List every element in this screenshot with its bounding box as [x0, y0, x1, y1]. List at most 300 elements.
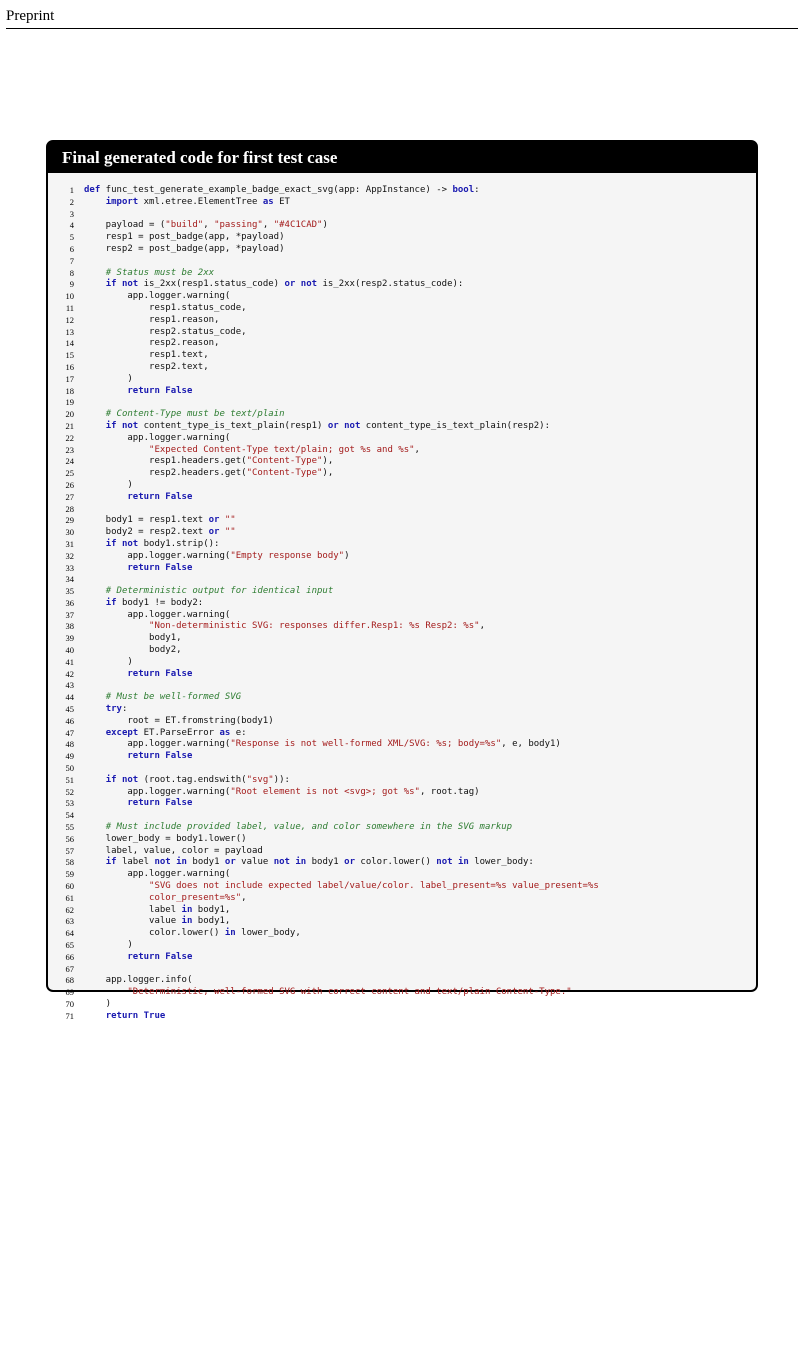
- code-line: [48, 209, 756, 221]
- code-text: [84, 704, 127, 716]
- code-text: [84, 338, 219, 350]
- code-token: [84, 539, 106, 549]
- code-line: [48, 433, 756, 445]
- code-token: [84, 822, 106, 832]
- code-text: [84, 291, 230, 303]
- code-token: ): [84, 998, 112, 1009]
- line-number: 19: [65, 397, 74, 408]
- code-text: [84, 952, 192, 964]
- code-line: [48, 256, 756, 268]
- code-text: [84, 610, 230, 622]
- code-token: lower_body,: [235, 928, 301, 939]
- code-text: [84, 433, 230, 445]
- code-string: "build": [165, 220, 204, 231]
- header-rule: [6, 28, 798, 29]
- code-line: [48, 905, 756, 917]
- code-line: [48, 279, 756, 291]
- code-keyword: return False: [127, 491, 193, 502]
- code-line: [48, 504, 756, 516]
- code-line: [48, 728, 756, 740]
- code-string: "Deterministic, well-formed SVG with correct content and text/plain Content-Type.": [127, 987, 572, 998]
- running-header: Preprint: [6, 8, 55, 24]
- code-text: [84, 905, 230, 917]
- line-number: 64: [65, 928, 74, 939]
- code-text: [84, 739, 561, 751]
- code-string: "Response is not well-formed XML/SVG: %s; body=%s": [230, 739, 502, 750]
- code-keyword: if not: [105, 774, 139, 785]
- code-keyword: return False: [127, 385, 193, 396]
- code-token: body1,: [192, 904, 231, 915]
- code-text: [84, 303, 247, 315]
- code-text: [84, 527, 236, 539]
- code-string: "Root element is not <svg>; got %s": [230, 786, 420, 797]
- code-line: [48, 787, 756, 799]
- code-token: ET.ParseError: [138, 727, 220, 738]
- code-text: [84, 692, 241, 704]
- line-number: 41: [65, 656, 74, 667]
- code-text: [84, 197, 290, 209]
- code-keyword: bool: [452, 185, 475, 195]
- code-line: [48, 421, 756, 433]
- code-text: [84, 657, 133, 669]
- code-text: [84, 327, 247, 339]
- code-token: resp1 = post_badge(app, *payload): [84, 232, 285, 243]
- code-text: [84, 893, 247, 905]
- line-number: 24: [65, 456, 74, 467]
- code-line: [48, 244, 756, 256]
- code-token: [84, 857, 106, 867]
- code-token: [84, 268, 106, 278]
- code-line: [48, 610, 756, 622]
- code-line: [48, 586, 756, 598]
- code-token: body1,: [192, 916, 231, 927]
- code-line: [48, 621, 756, 633]
- code-text: [84, 350, 209, 362]
- code-token: [84, 669, 127, 679]
- code-token: resp1.headers.get(: [84, 456, 247, 467]
- line-number: 47: [65, 727, 74, 738]
- code-token: ),: [322, 456, 334, 467]
- code-token: content_type_is_text_plain(resp1): [138, 420, 328, 431]
- code-text: [84, 515, 236, 527]
- code-token: app.logger.warning(: [84, 869, 231, 880]
- code-line: [48, 362, 756, 374]
- code-keyword: return True: [105, 1010, 166, 1021]
- code-text: [84, 846, 263, 858]
- code-text: [84, 999, 111, 1011]
- line-number: 13: [65, 326, 74, 337]
- code-text: [84, 268, 214, 280]
- code-text: [84, 185, 480, 197]
- code-token: ET: [273, 196, 290, 207]
- code-line: [48, 515, 756, 527]
- code-line: [48, 940, 756, 952]
- code-keyword: if not: [105, 538, 139, 549]
- code-text: [84, 621, 485, 633]
- code-text: [84, 598, 203, 610]
- code-text: [84, 362, 209, 374]
- code-comment: # Must be well-formed SVG: [105, 692, 242, 703]
- code-token: app.logger.info(: [84, 975, 193, 986]
- code-comment: # Deterministic output for identical input: [105, 586, 334, 597]
- code-text: [84, 220, 328, 232]
- code-token: [84, 987, 127, 997]
- code-token: app.logger.warning(: [84, 550, 231, 561]
- code-string: "": [224, 515, 236, 526]
- code-token: (root.tag.endswith(: [138, 774, 247, 785]
- line-number: 54: [65, 810, 74, 821]
- code-line: [48, 468, 756, 480]
- code-keyword: or not: [327, 420, 361, 431]
- code-line: [48, 645, 756, 657]
- code-text: [84, 987, 572, 999]
- code-keyword: not in: [436, 857, 469, 868]
- line-number: 63: [65, 916, 74, 927]
- code-line: [48, 268, 756, 280]
- line-number: 48: [65, 739, 74, 750]
- line-number: 8: [69, 267, 74, 278]
- code-token: body1,: [84, 633, 182, 644]
- code-text: [84, 468, 333, 480]
- code-text: [84, 775, 290, 787]
- code-text: [84, 975, 192, 987]
- line-number: 67: [65, 963, 74, 974]
- code-text: [84, 728, 247, 740]
- line-number: 27: [65, 491, 74, 502]
- code-comment: # Status must be 2xx: [105, 267, 215, 278]
- code-text: [84, 798, 192, 810]
- code-text: [84, 409, 285, 421]
- code-line: [48, 574, 756, 586]
- code-token: resp1.status_code,: [84, 302, 247, 313]
- code-token: [84, 893, 149, 903]
- code-listing-box: [46, 140, 758, 1021]
- code-line: [48, 822, 756, 834]
- code-line: [48, 374, 756, 386]
- code-token: ,: [479, 621, 485, 632]
- code-token: ): [344, 550, 350, 561]
- code-line: [48, 315, 756, 327]
- code-text: [84, 822, 512, 834]
- code-line: [48, 751, 756, 763]
- line-number: 3: [69, 208, 74, 219]
- code-keyword: if: [105, 597, 117, 608]
- line-number: 37: [65, 609, 74, 620]
- code-token: body2,: [84, 645, 182, 656]
- code-keyword: if not: [105, 279, 139, 290]
- code-keyword: not in: [273, 857, 307, 868]
- code-keyword: return False: [127, 751, 193, 762]
- line-number: 34: [65, 574, 74, 585]
- code-token: [84, 775, 106, 785]
- line-number: 22: [65, 432, 74, 443]
- line-number: 60: [65, 881, 74, 892]
- code-token: [84, 197, 106, 207]
- line-number: 25: [65, 468, 74, 479]
- code-token: lower_body = body1.lower(): [84, 833, 247, 844]
- code-line: [48, 185, 756, 197]
- line-number: 62: [65, 904, 74, 915]
- code-token: ,: [203, 220, 215, 231]
- code-string: "Content-Type": [246, 456, 323, 467]
- code-line: [48, 893, 756, 905]
- line-number: 70: [65, 998, 74, 1009]
- code-keyword: or: [208, 515, 220, 526]
- code-string: "": [224, 527, 236, 538]
- code-token: )):: [273, 774, 290, 785]
- line-number: 66: [65, 951, 74, 962]
- code-keyword: except: [105, 727, 139, 738]
- code-token: app.logger.warning(: [84, 739, 231, 750]
- code-line: [48, 480, 756, 492]
- code-line: [48, 527, 756, 539]
- code-keyword: as: [219, 727, 231, 738]
- code-text: [84, 586, 333, 598]
- code-line: [48, 409, 756, 421]
- code-text: [84, 551, 350, 563]
- code-token: [84, 445, 149, 455]
- code-line: [48, 633, 756, 645]
- code-keyword: try: [105, 704, 122, 715]
- line-number: 46: [65, 715, 74, 726]
- code-line: [48, 834, 756, 846]
- code-token: ,: [262, 220, 274, 231]
- line-number: 21: [65, 420, 74, 431]
- code-token: ): [84, 656, 133, 667]
- code-line: [48, 598, 756, 610]
- code-text: [84, 445, 420, 457]
- code-line: [48, 669, 756, 681]
- code-token: [84, 279, 106, 289]
- code-text: [84, 456, 333, 468]
- line-number: 58: [65, 857, 74, 868]
- code-keyword: if: [105, 857, 117, 868]
- line-number: 20: [65, 409, 74, 420]
- line-number: 40: [65, 645, 74, 656]
- code-token: body1: [186, 857, 225, 868]
- code-comment: # Must include provided label, value, and color somewhere in the SVG markup: [105, 822, 513, 833]
- code-line: [48, 857, 756, 869]
- code-text: [84, 539, 219, 551]
- code-text: [84, 633, 182, 645]
- code-comment: # Content-Type must be text/plain: [105, 409, 285, 420]
- code-keyword: as: [262, 196, 274, 207]
- code-token: :: [474, 185, 480, 195]
- code-token: [84, 563, 127, 573]
- code-line: [48, 456, 756, 468]
- code-string: "Expected Content-Type text/plain; got %s and %s": [149, 444, 415, 455]
- code-keyword: or: [344, 857, 355, 868]
- code-line: [48, 881, 756, 893]
- code-token: , e, body1): [501, 739, 561, 750]
- line-number: 18: [65, 385, 74, 396]
- code-text: [84, 751, 192, 763]
- code-token: color.lower(): [355, 857, 437, 868]
- code-keyword: or: [208, 527, 220, 538]
- line-number: 5: [69, 232, 74, 243]
- code-line: [48, 303, 756, 315]
- code-token: lower_body:: [468, 857, 534, 868]
- code-keyword: import: [105, 196, 139, 207]
- line-number: 45: [65, 704, 74, 715]
- line-number: 11: [65, 302, 74, 313]
- code-string: color_present=%s": [149, 892, 242, 903]
- code-line: [48, 397, 756, 409]
- code-token: body1: [306, 857, 345, 868]
- code-text: [84, 421, 550, 433]
- code-token: [84, 692, 106, 702]
- code-token: app.logger.warning(: [84, 291, 231, 302]
- line-number: 71: [65, 1010, 74, 1021]
- code-token: [84, 798, 127, 808]
- code-keyword: def: [84, 185, 101, 195]
- code-token: resp2 = post_badge(app, *payload): [84, 243, 285, 254]
- line-number: 53: [65, 798, 74, 809]
- code-token: payload = (: [84, 220, 166, 231]
- code-line: [48, 445, 756, 457]
- code-string: "Non-deterministic SVG: responses differ.Resp1: %s Resp2: %s": [149, 621, 480, 632]
- code-token: , root.tag): [419, 786, 480, 797]
- code-keyword: return False: [127, 562, 193, 573]
- code-token: content_type_is_text_plain(resp2):: [360, 420, 551, 431]
- code-text: [84, 716, 274, 728]
- line-number: 43: [65, 680, 74, 691]
- code-token: [84, 492, 127, 502]
- code-token: ,: [414, 444, 420, 455]
- line-number: 17: [65, 373, 74, 384]
- code-token: xml.etree.ElementTree: [138, 196, 263, 207]
- code-line: [48, 952, 756, 964]
- line-number: 23: [65, 444, 74, 455]
- code-keyword: return False: [127, 798, 193, 809]
- code-line: [48, 775, 756, 787]
- code-text: [84, 279, 463, 291]
- code-text: [84, 940, 133, 952]
- code-text: [84, 315, 219, 327]
- code-token: [84, 586, 106, 596]
- line-number: 31: [65, 538, 74, 549]
- line-number: 59: [65, 869, 74, 880]
- code-keyword: or not: [284, 279, 318, 290]
- code-token: [84, 598, 106, 608]
- line-number: 30: [65, 527, 74, 538]
- code-token: [84, 421, 106, 431]
- line-number: 68: [65, 975, 74, 986]
- code-line: [48, 739, 756, 751]
- code-token: body2 = resp2.text: [84, 527, 209, 538]
- code-line: [48, 539, 756, 551]
- line-number: 42: [65, 668, 74, 679]
- code-line: [48, 291, 756, 303]
- code-line: [48, 916, 756, 928]
- code-token: [84, 386, 127, 396]
- line-number: 65: [65, 940, 74, 950]
- code-line: [48, 492, 756, 504]
- code-line: [48, 999, 756, 1011]
- code-text: [84, 645, 182, 657]
- line-number: 4: [69, 220, 74, 231]
- code-text: [84, 480, 133, 492]
- code-token: [84, 1011, 106, 1021]
- code-token: resp2.headers.get(: [84, 468, 247, 479]
- code-token: [84, 728, 106, 738]
- line-number: 56: [65, 833, 74, 844]
- code-token: :: [121, 704, 128, 715]
- code-token: resp2.reason,: [84, 338, 220, 349]
- code-line: [48, 1011, 756, 1023]
- code-line: [48, 704, 756, 716]
- code-text: [84, 928, 301, 940]
- code-text: [84, 563, 192, 575]
- code-text: [84, 787, 480, 799]
- code-token: e:: [230, 727, 247, 738]
- code-token: resp2.status_code,: [84, 326, 247, 337]
- code-text: [84, 232, 284, 244]
- code-line: [48, 798, 756, 810]
- code-line: [48, 810, 756, 822]
- code-token: value: [235, 857, 274, 868]
- code-token: label, value, color = payload: [84, 845, 263, 856]
- code-token: ): [322, 220, 328, 231]
- code-text: [84, 374, 133, 386]
- code-keyword: if not: [105, 420, 139, 431]
- code-keyword: not in: [154, 857, 187, 868]
- code-token: ): [84, 940, 133, 950]
- code-token: body1 != body2:: [116, 597, 204, 608]
- code-token: ): [84, 479, 133, 490]
- code-text: [84, 869, 230, 881]
- code-token: is_2xx(resp1.status_code): [138, 279, 285, 290]
- code-text: [84, 916, 230, 928]
- line-number: 14: [65, 338, 74, 349]
- line-number: 15: [65, 350, 74, 361]
- line-number: 7: [69, 255, 74, 266]
- line-number: 2: [69, 196, 74, 207]
- code-string: "passing": [214, 220, 263, 231]
- line-number: 51: [65, 774, 74, 785]
- line-number: 10: [65, 291, 74, 302]
- line-number: 44: [65, 692, 74, 703]
- line-number: 26: [65, 479, 74, 490]
- line-number: 36: [65, 597, 74, 608]
- line-number: 1: [69, 185, 74, 195]
- code-string: "#4C1CAD": [273, 220, 323, 231]
- code-line: [48, 338, 756, 350]
- code-line: [48, 763, 756, 775]
- code-token: app.logger.warning(: [84, 609, 231, 620]
- code-text: [84, 1011, 165, 1023]
- code-token: [84, 952, 127, 962]
- code-token: is_2xx(resp2.status_code):: [317, 279, 464, 290]
- code-token: value: [84, 916, 182, 927]
- line-number: 50: [65, 763, 74, 774]
- line-number: 57: [65, 845, 74, 856]
- code-text: [84, 881, 599, 893]
- code-line: [48, 964, 756, 976]
- code-keyword: in: [181, 904, 193, 915]
- code-text: [84, 857, 534, 869]
- code-token: [84, 881, 149, 891]
- line-number: 12: [65, 314, 74, 325]
- line-number: 49: [65, 751, 74, 762]
- line-number: 29: [65, 515, 74, 526]
- line-number: 16: [65, 361, 74, 372]
- code-keyword: return False: [127, 951, 193, 962]
- code-keyword: in: [224, 928, 236, 939]
- code-line: [48, 551, 756, 563]
- code-keyword: in: [181, 916, 193, 927]
- code-line: [48, 350, 756, 362]
